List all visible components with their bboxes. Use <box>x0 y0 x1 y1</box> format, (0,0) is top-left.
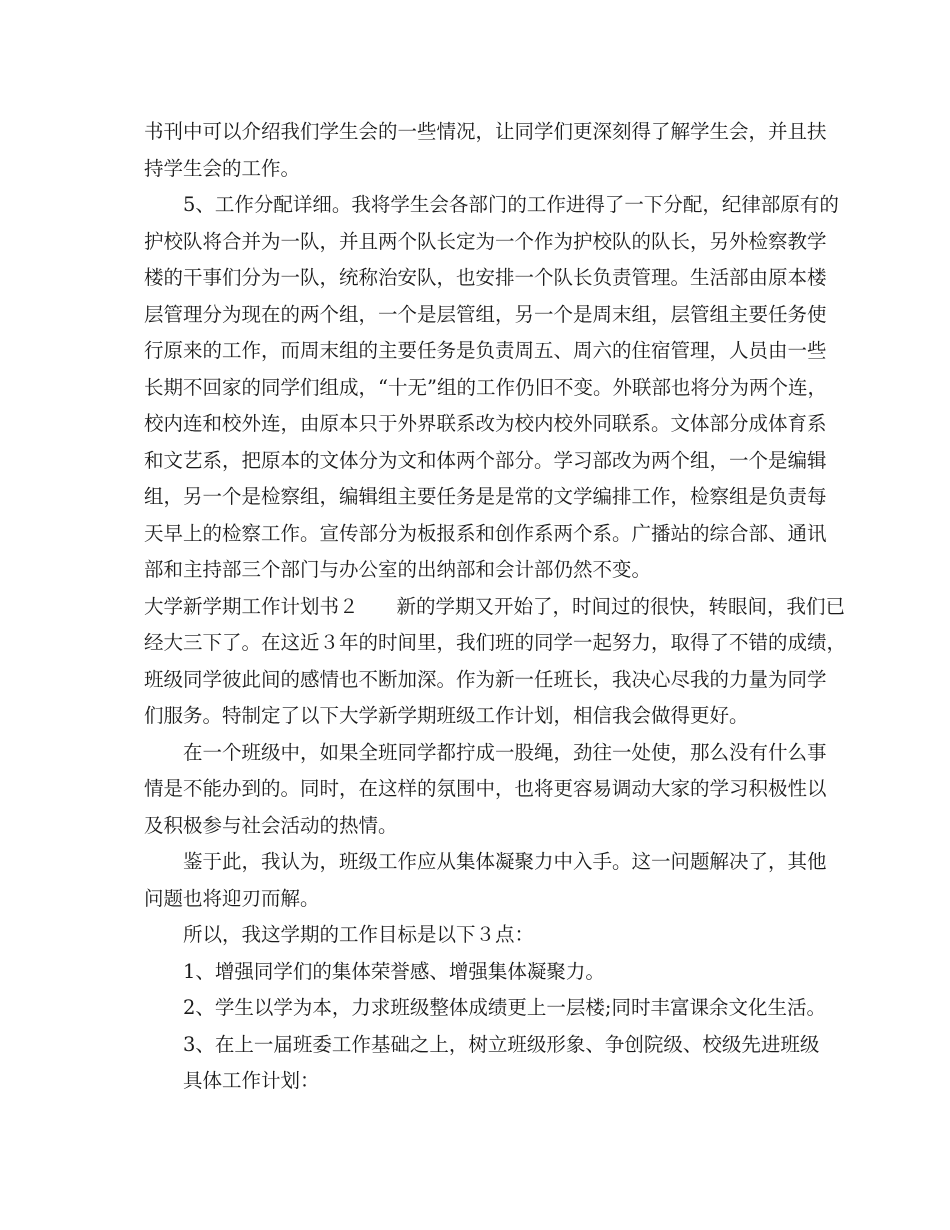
text-line: 行原来的工作，而周末组的主要任务是负责周五、周六的住宿管理，人员由一些 <box>144 339 827 362</box>
text-line: 经大三下了。在这近３年的时间里，我们班的同学一起努力，取得了不错的成绩， <box>144 631 847 654</box>
text-line: 校内连和校外连，由原本只于外界联系改为校内校外同联系。文体部分成体育系 <box>144 412 827 435</box>
text-line: 楼的干事们分为一队，统称治安队，也安排一个队长负责管理。生活部由原本楼 <box>144 266 827 289</box>
text-line: 们服务。特制定了以下大学新学期班级工作计划，相信我会做得更好。 <box>144 704 749 727</box>
text-line: 及积极参与社会活动的热情。 <box>144 813 398 837</box>
text-line: 持学生会的工作。 <box>144 156 301 180</box>
text-line: 组，另一个是检察组，编辑组主要任务是是常的文学编排工作，检察组是负责每 <box>144 485 827 508</box>
list-item: 3、在上一届班委工作基础之上，树立班级形象、争创院级、校级先进班级 <box>183 1032 820 1056</box>
section-heading: 大学新学期工作计划书２ <box>144 594 359 618</box>
text-line: 班级同学彼此间的感情也不断加深。作为新一任班长，我决心尽我的力量为同学 <box>144 667 827 691</box>
text-line: 和文艺系，把原本的文体分为文和体两个部分。学习部改为两个组，一个是编辑 <box>144 448 827 472</box>
text-line: 问题也将迎刃而解。 <box>144 886 320 910</box>
text-line: 长期不回家的同学们组成，“十无”组的工作仍旧不变。外联部也将分为两个连， <box>144 375 827 399</box>
text-line: 层管理分为现在的两个组，一个是层管组，另一个是周末组，层管组主要任务使 <box>144 302 827 326</box>
document-body <box>144 114 847 1100</box>
paragraph-start: 新的学期又开始了，时间过的很快，转眼间，我们已 <box>396 594 846 618</box>
list-item: 2、学生以学为本，力求班级整体成绩更上一层楼;同时丰富课余文化生活。 <box>183 996 826 1019</box>
text-line: 具体工作计划： <box>183 1069 320 1092</box>
text-line: 情是不能办到的。同时，在这样的氛围中，也将更容易调动大家的学习积极性以 <box>144 777 827 800</box>
text-line: 5、工作分配详细。我将学生会各部门的工作进得了一下分配，纪律部原有的 <box>183 193 839 216</box>
text-line: 鉴于此，我认为，班级工作应从集体凝聚力中入手。这一问题解决了，其他 <box>183 850 827 873</box>
text-line: 所以，我这学期的工作目标是以下３点： <box>183 923 535 946</box>
text-line: 护校队将合并为一队，并且两个队长定为一个作为护校队的队长，另外检察教学 <box>144 229 827 253</box>
text-line: 书刊中可以介绍我们学生会的一些情况，让同学们更深刻得了解学生会，并且扶 <box>144 120 827 143</box>
list-item: 1、增强同学们的集体荣誉感、增强集体凝聚力。 <box>183 959 605 983</box>
text-line: 部和主持部三个部门与办公室的出纳部和会计部仍然不变。 <box>144 558 652 581</box>
section-heading-line <box>144 589 846 626</box>
text-line: 天早上的检察工作。宣传部分为板报系和创作系两个系。广播站的综合部、通讯 <box>144 521 827 545</box>
text-line: 在一个班级中，如果全班同学都拧成一股绳，劲往一处使，那么没有什么事 <box>183 740 827 764</box>
